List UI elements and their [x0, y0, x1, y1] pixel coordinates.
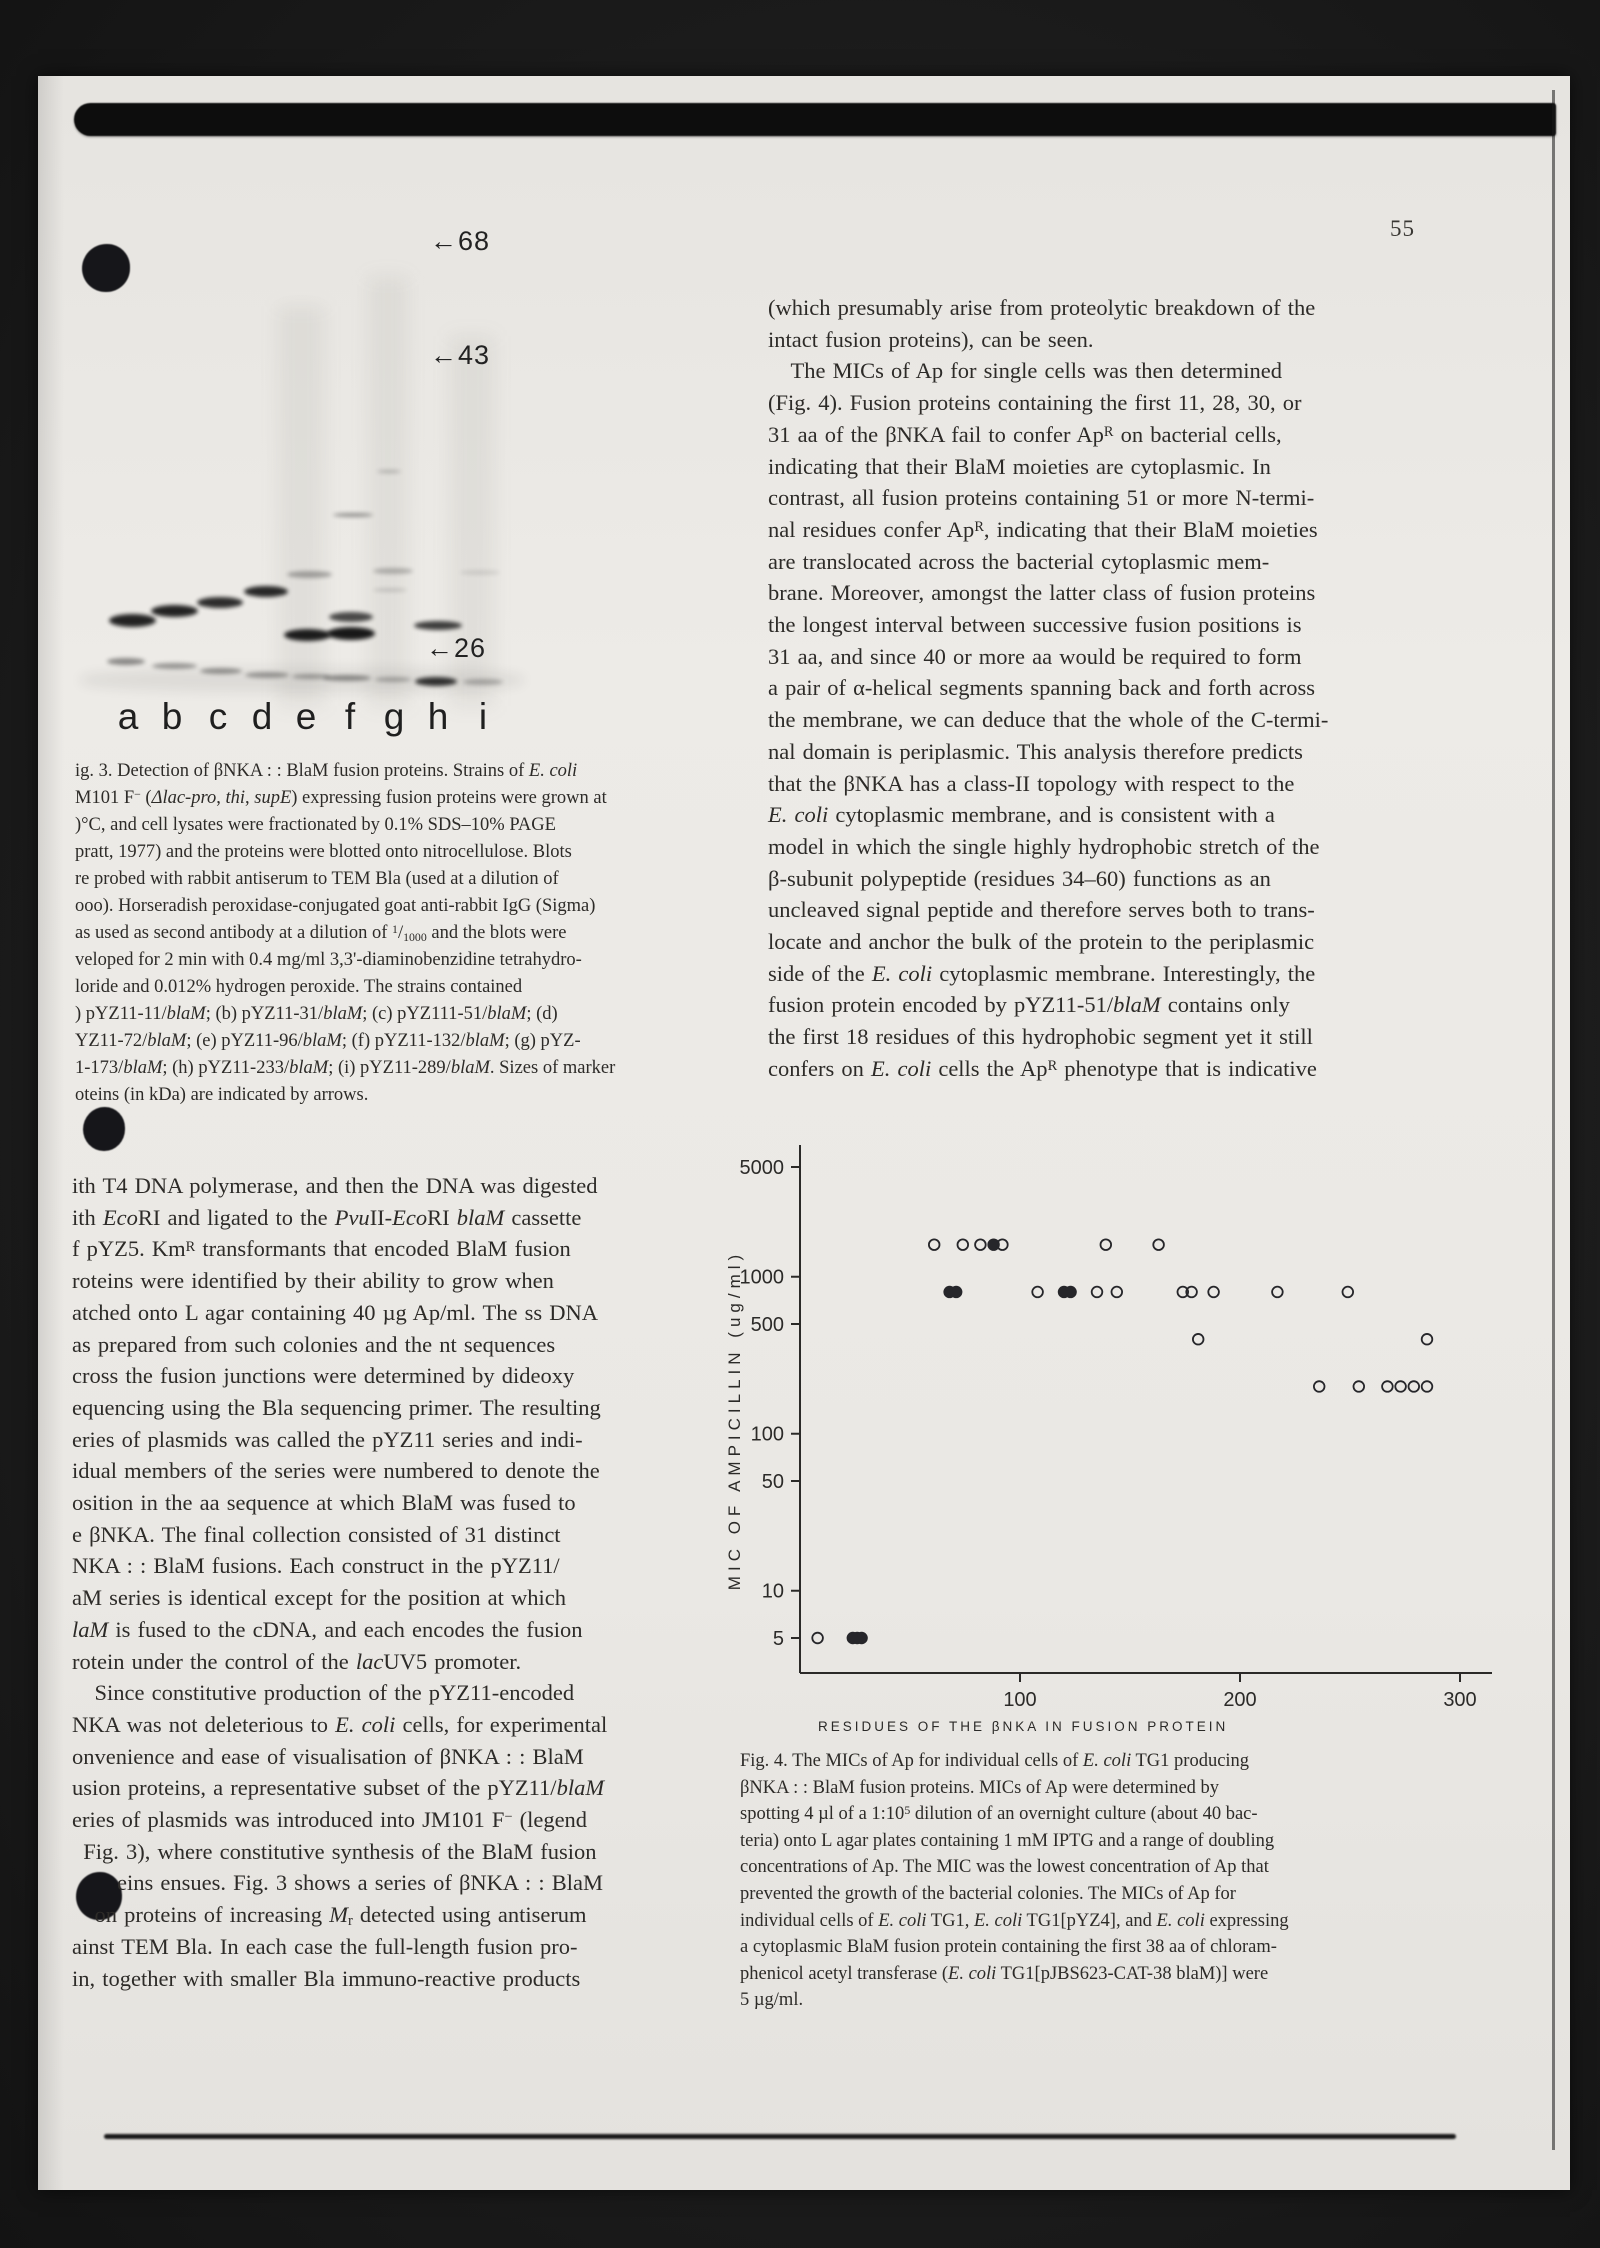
scatter-point [1208, 1287, 1219, 1298]
paper-page [38, 76, 1570, 2190]
x-tick-label: 200 [1223, 1689, 1257, 1711]
text-line: the first 18 residues of this hydrophobic segment yet it still [768, 1024, 1313, 1050]
gel-scan-streak [278, 306, 324, 706]
text-line: ooo). Horseradish peroxidase-conjugated goat anti-rabbit IgG (Sigma) [75, 896, 596, 916]
text-line: loride and 0.012% hydrogen peroxide. The strains contained [75, 977, 523, 997]
gel-lane-label: g [383, 696, 405, 737]
scatter-point [958, 1239, 969, 1250]
gel-lane-label: d [251, 696, 273, 737]
gel-scan-streak [368, 276, 408, 706]
text-line: ainst TEM Bla. In each case the full-length fusion pro- [72, 1933, 578, 1959]
gel-band [377, 470, 401, 473]
kda-marker-arrow: ←43 [430, 340, 491, 370]
gel-lane-label: b [161, 696, 183, 737]
text-line: teria) onto L agar plates containing 1 mM IPTG and a range of doubling [740, 1830, 1275, 1851]
scatter-point [1409, 1381, 1420, 1392]
text-line: 31 aa, and since 40 or more aa would be required to form [768, 643, 1302, 669]
y-tick-label: 100 [750, 1423, 784, 1446]
text-line: confers on E. coli cells the $Ap^R$ phenotype that is indicative [768, 1055, 1317, 1081]
text-line: YZ11-72/blaM; (e) pYZ11-96/blaM; (f) pYZ11-132/blaM; (g) pYZ- [75, 1031, 581, 1051]
x-axis-title: RESIDUES OF THE βNKA IN FUSION PROTEIN [818, 1719, 1229, 1734]
text-line: atched onto L agar containing 40 µg Ap/ml. The ss DNA [72, 1299, 598, 1325]
page-bottom-shadow [104, 2134, 1456, 2139]
text-line: brane. Moreover, amongst the latter class of fusion proteins [768, 580, 1316, 606]
y-tick-label: 10 [761, 1580, 784, 1603]
figure4-caption [740, 1748, 1440, 2014]
text-line: Fig. 4. The MICs of Ap for individual cells of E. coli TG1 producing [740, 1751, 1250, 1771]
scatter-point [1065, 1287, 1076, 1298]
text-line: phenicol acetyl transferase (E. coli TG1[pJBS623-CAT-38 blaM)] were [740, 1963, 1269, 1984]
y-tick-label: 1000 [739, 1266, 784, 1289]
text-line: intact fusion proteins), can be seen. [768, 326, 1094, 352]
text-line: nal residues confer $Ap^R$, indicating that their BlaM moieties [768, 516, 1318, 542]
punch-dot-middle [83, 1107, 125, 1151]
scatter-point [1272, 1287, 1283, 1298]
y-tick-label: 500 [750, 1314, 784, 1336]
text-line: a pair of α-helical segments spanning back and forth across [768, 675, 1315, 701]
scatter-point [1101, 1239, 1112, 1250]
text-line: the longest interval between successive fusion positions is [768, 612, 1302, 638]
page-number: 55 [1390, 216, 1415, 241]
scatter-point [1422, 1381, 1433, 1392]
scatter-point [1092, 1287, 1103, 1298]
text-line: (Fig. 4). Fusion proteins containing the first 11, 28, 30, or [768, 390, 1302, 416]
x-tick-label: 300 [1443, 1689, 1477, 1711]
text-line: oteins (in kDa) are indicated by arrows. [75, 1085, 369, 1105]
fig4-plot [700, 1130, 1530, 1770]
text-line: re probed with rabbit antiserum to TEM Bla (used at a dilution of [75, 869, 559, 889]
figure3-caption [75, 758, 665, 1109]
text-line: pratt, 1977) and the proteins were blotted onto nitrocellulose. Blots [75, 842, 572, 862]
y-tick-label: 5 [772, 1628, 784, 1650]
scatter-point [975, 1239, 986, 1250]
gel-band [107, 658, 145, 665]
gel-band [151, 605, 198, 617]
gel-band [197, 597, 243, 608]
gel-band [244, 586, 288, 597]
y-tick-label: 50 [761, 1471, 784, 1493]
y-axis-title: MIC OF AMPICILLIN (ug/ml) [725, 1249, 744, 1591]
gel-blot [38, 76, 658, 776]
text-line: β-subunit polypeptide (residues 34–60) functions as an [768, 865, 1271, 891]
text-line: NKA : : BlaM fusions. Each construct in the pYZ11/ [72, 1553, 560, 1579]
gel-band [284, 629, 331, 641]
scatter-point [1343, 1287, 1354, 1298]
scatter-point [1314, 1381, 1325, 1392]
text-line: contrast, all fusion proteins containing 51 or more N-termi- [768, 485, 1315, 511]
right-text-column [768, 292, 1329, 1085]
text-line: 31 aa of the βNKA fail to confer $Ap^R$ on bacterial cells, [768, 421, 1282, 447]
text-line: as prepared from such colonies and the nt sequences [72, 1331, 556, 1357]
text-line: The MICs of Ap for single cells was then determined [768, 358, 1283, 384]
text-line: indicating that their BlaM moieties are cytoplasmic. In [768, 453, 1271, 479]
gel-band [373, 568, 413, 574]
text-line: roteins were identified by their ability to grow when [72, 1268, 554, 1294]
scatter-point [1354, 1381, 1365, 1392]
scatter-point [1112, 1287, 1123, 1298]
text-line: E. coli cytoplasmic membrane, and is consistent with a [768, 802, 1275, 828]
gel-band [327, 627, 375, 640]
y-tick-label: 5000 [739, 1157, 784, 1179]
text-line: onvenience and ease of visualisation of βNKA : : BlaM [72, 1743, 584, 1769]
text-line: Since constitutive production of the pYZ11-encoded [72, 1680, 575, 1706]
text-line: e βNKA. The final collection consisted of 31 distinct [72, 1521, 561, 1547]
text-line: M101 F− (Δlac-pro, thi, supE) expressing fusion proteins were grown at [75, 787, 607, 808]
text-line: usion proteins, a representative subset of the pYZ11/blaM [72, 1775, 605, 1801]
scatter-point [812, 1633, 823, 1644]
scatter-point [1382, 1381, 1393, 1392]
text-line: f pYZ5. $Km^R$ transformants that encoded BlaM fusion [72, 1236, 571, 1262]
text-line: equencing using the Bla sequencing primer. The resulting [72, 1394, 601, 1420]
scatter-point [951, 1287, 962, 1298]
text-line: eries of plasmids was called the pYZ11 series and indi- [72, 1426, 583, 1452]
text-line: model in which the single highly hydrophobic stretch of the [768, 833, 1320, 859]
text-line: veloped for 2 min with 0.4 mg/ml 3,3'-diaminobenzidine tetrahydro- [75, 950, 582, 970]
text-line: eries of plasmids was introduced into JM101 F− (legend [72, 1807, 588, 1833]
gel-lane-label: a [117, 696, 139, 737]
gel-lane-label: c [208, 696, 228, 737]
text-line: individual cells of E. coli TG1, E. coli TG1[pYZ4], and E. coli expressing [740, 1910, 1289, 1931]
scatter-point [1193, 1334, 1204, 1345]
scatter-point [1395, 1381, 1406, 1392]
gel-lane-label: e [295, 696, 317, 737]
text-line: Fig. 3), where constitutive synthesis of the BlaM fusion [72, 1838, 597, 1864]
scatter-point [1032, 1287, 1043, 1298]
text-line: nal domain is periplasmic. This analysis therefore predicts [768, 738, 1303, 764]
kda-marker-arrow: ←68 [430, 226, 491, 256]
kda-marker-arrow: ←26 [426, 633, 487, 663]
text-line: osition in the aa sequence at which BlaM was fused to [72, 1490, 576, 1516]
text-line: that the βNKA has a class-II topology with respect to the [768, 770, 1295, 796]
text-line: idual members of the series were numbered to denote the [72, 1458, 600, 1484]
text-line: βNKA : : BlaM fusion proteins. MICs of Ap were determined by [740, 1777, 1220, 1798]
text-line: uncleaved signal peptide and therefore serves both to trans- [768, 897, 1315, 923]
text-line: aM series is identical except for the position at which [72, 1585, 566, 1611]
gel-band [333, 513, 373, 517]
text-line: the membrane, we can deduce that the whole of the C-termi- [768, 707, 1329, 733]
text-line: (which presumably arise from proteolytic breakdown of the [768, 295, 1316, 320]
text-line: ith T4 DNA polymerase, and then the DNA was digested [72, 1173, 598, 1198]
gel-band [109, 614, 156, 627]
text-line: in, together with smaller Bla immuno-reactive products [72, 1965, 581, 1991]
text-line: ) pYZ11-11/blaM; (b) pYZ11-31/blaM; (c) pYZ111-51/blaM; (d) [75, 1004, 558, 1024]
gel-lane-label: f [344, 696, 356, 737]
gel-band [80, 668, 524, 692]
text-line: 5 µg/ml. [740, 1990, 804, 2011]
text-line: locate and anchor the bulk of the protein to the periplasmic [768, 929, 1315, 955]
text-line: eins ensues. Fig. 3 shows a series of βNKA : : BlaM [72, 1870, 604, 1896]
text-line: 1-173/blaM; (h) pYZ11-233/blaM; (i) pYZ11-289/blaM. Sizes of marker [75, 1058, 616, 1078]
text-line: ith EcoRI and ligated to the PvuII-EcoRI blaM cassette [72, 1204, 582, 1230]
gel-band [329, 612, 373, 622]
text-line: side of the E. coli cytoplasmic membrane. Interestingly, the [768, 960, 1316, 986]
text-line: fusion protein encoded by pYZ11-51/blaM contains only [768, 992, 1290, 1018]
text-line: ig. 3. Detection of βNKA : : BlaM fusion proteins. Strains of E. coli [75, 761, 578, 781]
scatter-point [929, 1239, 940, 1250]
text-line: cross the fusion junctions were determined by dideoxy [72, 1363, 575, 1389]
gel-band [414, 621, 462, 630]
scatter-point [856, 1633, 867, 1644]
text-line: are translocated across the bacterial cytoplasmic mem- [768, 548, 1270, 574]
gel-lane-label: h [427, 696, 449, 737]
scatter-point [1422, 1334, 1433, 1345]
text-line: laM is fused to the cDNA, and each encodes the fusion [72, 1616, 583, 1642]
scatter-point [1153, 1239, 1164, 1250]
gel-band [287, 571, 332, 578]
text-line: prevented the growth of the bacterial colonies. The MICs of Ap for [740, 1883, 1236, 1904]
text-line: concentrations of Ap. The MIC was the lowest concentration of Ap that [740, 1857, 1269, 1878]
gel-lane-label: i [478, 696, 488, 737]
gel-band [373, 588, 407, 592]
x-tick-label: 100 [1003, 1689, 1037, 1711]
text-line: a cytoplasmic BlaM fusion protein containing the first 38 aa of chloram- [740, 1937, 1277, 1958]
text-line: rotein under the control of the lacUV5 promoter. [72, 1648, 522, 1674]
text-line: NKA was not deleterious to E. coli cells, for experimental [72, 1711, 608, 1737]
text-line: as used as second antibody at a dilution of $^1/_{1000}$ and the blots were [75, 922, 567, 944]
text-line: spotting 4 µl of a $1:10^5$ dilution of an overnight culture (about 40 bac- [740, 1803, 1258, 1825]
text-line: )°C, and cell lysates were fractionated by 0.1% SDS–10% PAGE [75, 815, 556, 835]
left-text-column [72, 1170, 692, 1994]
text-line: on proteins of increasing $M_r$ detected using antiserum [72, 1902, 587, 1930]
gel-band [460, 570, 500, 575]
